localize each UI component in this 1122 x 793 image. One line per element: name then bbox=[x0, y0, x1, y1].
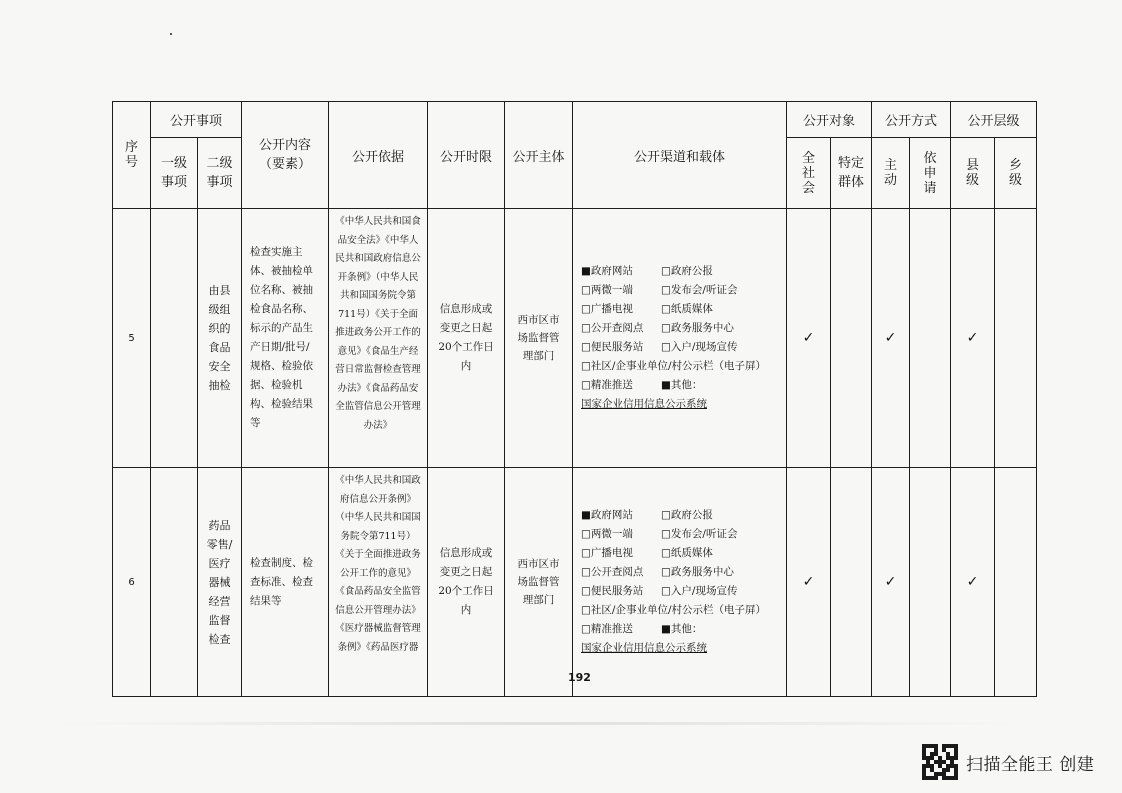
header-object-all: 全社会 bbox=[787, 138, 831, 209]
header-mode-active: 主动 bbox=[872, 138, 910, 209]
row-level-county: ✓ bbox=[951, 468, 995, 697]
header-object-specific: 特定群体 bbox=[831, 138, 872, 209]
disclosure-table bbox=[112, 101, 1037, 697]
header-level-town: 乡级 bbox=[995, 138, 1037, 209]
channel-line: □公开查阅点 □政务服务中心 bbox=[581, 566, 734, 578]
row-level-town bbox=[995, 209, 1037, 468]
row-channels bbox=[573, 468, 787, 697]
row-basis: 《中华人民共和国食品安全法》《中华人民共和国政府信息公开条例》（中华人民共和国国务院令第711号）《关于全面推进政务公开工作的意见》《食品生产经营日常监督检查管理办法》《食品药品安全监管信息公开管理办法》 bbox=[329, 209, 428, 468]
channel-line: □社区/企事业单位/村公示栏（电子屏） bbox=[581, 360, 767, 372]
table-row bbox=[113, 468, 1037, 697]
channel-line: □两微一端 □发布会/听证会 bbox=[581, 528, 738, 540]
row-object-specific bbox=[831, 468, 872, 697]
header-level-group: 公开层级 bbox=[951, 102, 1037, 138]
row-mode-apply bbox=[910, 209, 951, 468]
header-seq: 序号 bbox=[113, 102, 151, 209]
header-level1: 一级事项 bbox=[151, 138, 198, 209]
channel-line: □广播电视 □纸质媒体 bbox=[581, 547, 713, 559]
header-content: 公开内容（要素） bbox=[242, 102, 329, 209]
header-mode-group: 公开方式 bbox=[872, 102, 951, 138]
channel-other-text: 国家企业信用信息公示系统 bbox=[581, 398, 708, 410]
channel-line: □广播电视 □纸质媒体 bbox=[581, 303, 713, 315]
row-content: 检查制度、检查标准、检查结果等 bbox=[242, 468, 329, 697]
row-mode-active: ✓ bbox=[872, 209, 910, 468]
channel-line: □精准推送 ■其他： bbox=[581, 379, 703, 391]
table-header-row-1 bbox=[113, 102, 1037, 138]
row-level2: 药品零售/医疗器械经营监督检查 bbox=[198, 468, 242, 697]
header-channel: 公开渠道和载体 bbox=[573, 102, 787, 209]
channel-line: ■政府网站 □政府公报 bbox=[581, 265, 713, 277]
row-content: 检查实施主体、被抽检单位名称、被抽检食品名称、标示的产品生产日期/批号/规格、检验依据、检验机构、检验结果等 bbox=[242, 209, 329, 468]
row-object-specific bbox=[831, 209, 872, 468]
channel-line: □精准推送 ■其他： bbox=[581, 623, 703, 635]
header-mode-apply: 依申请 bbox=[910, 138, 951, 209]
row-time-limit: 信息形成或变更之日起20个工作日内 bbox=[428, 209, 505, 468]
row-seq: 6 bbox=[113, 468, 151, 697]
row-object-all: ✓ bbox=[787, 209, 831, 468]
header-level-county: 县级 bbox=[951, 138, 995, 209]
qr-code-icon bbox=[922, 744, 958, 780]
channel-other-text: 国家企业信用信息公示系统 bbox=[581, 642, 708, 654]
table-row bbox=[113, 209, 1037, 468]
header-basis: 公开依据 bbox=[329, 102, 428, 209]
row-object-all: ✓ bbox=[787, 468, 831, 697]
channel-line: □便民服务站 □入户/现场宣传 bbox=[581, 341, 738, 353]
channel-line: ■政府网站 □政府公报 bbox=[581, 509, 713, 521]
channel-line: □公开查阅点 □政务服务中心 bbox=[581, 322, 734, 334]
row-level2: 由县级组织的食品安全抽检 bbox=[198, 209, 242, 468]
row-level1 bbox=[151, 209, 198, 468]
scanner-watermark bbox=[922, 744, 1094, 780]
watermark-text: 扫描全能王 创建 bbox=[966, 754, 1095, 775]
row-seq: 5 bbox=[113, 209, 151, 468]
row-level-county: ✓ bbox=[951, 209, 995, 468]
scan-artifact bbox=[60, 722, 1020, 725]
channel-line: □便民服务站 □入户/现场宣传 bbox=[581, 585, 738, 597]
header-time-limit: 公开时限 bbox=[428, 102, 505, 209]
row-mode-active: ✓ bbox=[872, 468, 910, 697]
header-level2: 二级事项 bbox=[198, 138, 242, 209]
row-time-limit: 信息形成或变更之日起20个工作日内 bbox=[428, 468, 505, 697]
page-number: 192 bbox=[568, 671, 591, 684]
channel-line: □社区/企事业单位/村公示栏（电子屏） bbox=[581, 604, 767, 616]
row-subject: 西市区市场监督管理部门 bbox=[505, 209, 573, 468]
header-matter-group: 公开事项 bbox=[151, 102, 242, 138]
row-level1 bbox=[151, 468, 198, 697]
row-level-town bbox=[995, 468, 1037, 697]
row-mode-apply bbox=[910, 468, 951, 697]
row-basis: 《中华人民共和国政府信息公开条例》（中华人民共和国国务院令第711号）《关于全面推进政务公开工作的意见》《食品药品安全监管信息公开管理办法》《医疗器械监督管理条例》《药品医疗器 bbox=[329, 468, 428, 697]
row-channels bbox=[573, 209, 787, 468]
header-subject: 公开主体 bbox=[505, 102, 573, 209]
scan-speck bbox=[170, 33, 172, 35]
header-object-group: 公开对象 bbox=[787, 102, 872, 138]
channel-line: □两微一端 □发布会/听证会 bbox=[581, 284, 738, 296]
row-subject: 西市区市场监督管理部门 bbox=[505, 468, 573, 697]
